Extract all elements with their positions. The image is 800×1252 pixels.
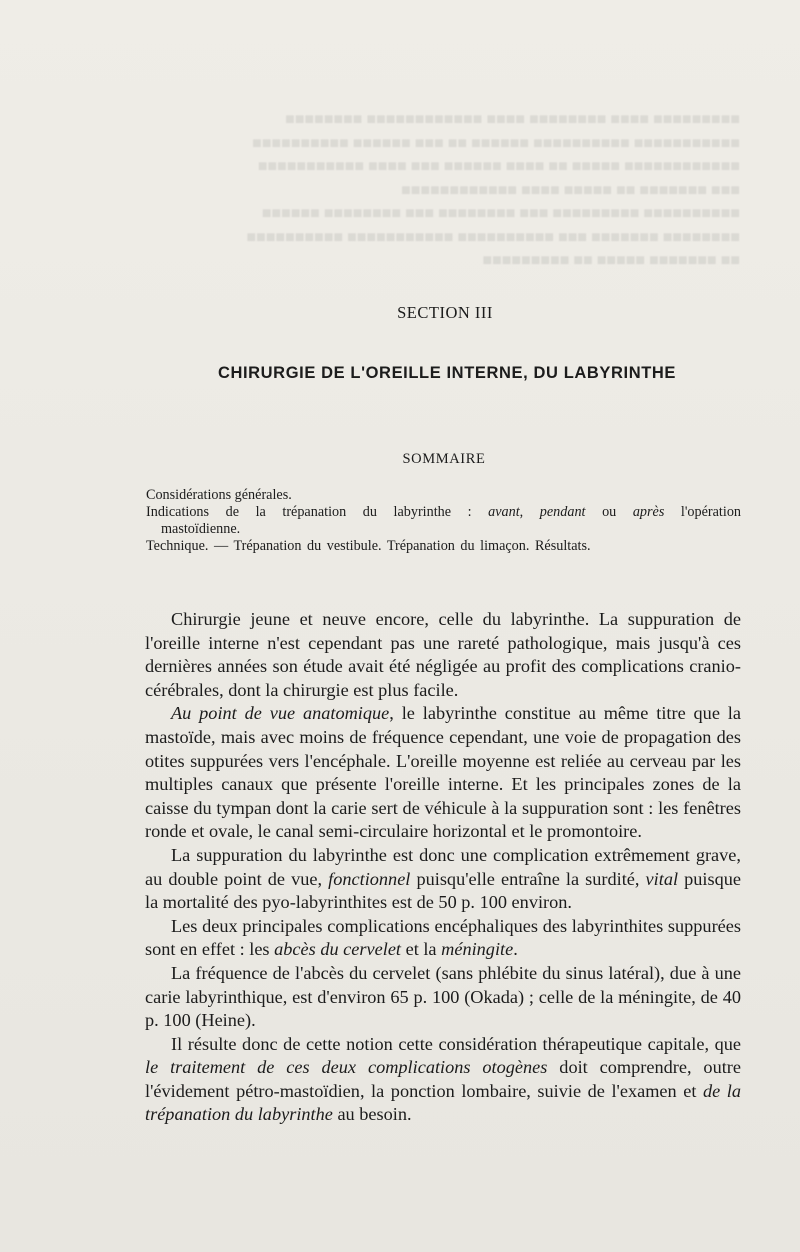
paragraph-text: La suppuration du labyrinthe est donc une complication extrêmement grave, au double point de vue, [145,844,741,889]
paragraph-6 [145,1033,741,1127]
emphasis: fonctionnel [328,868,411,889]
sommaire-item-indications-cont: mastoïdienne. [161,521,241,537]
emphasis: abcès du cervelet [274,939,402,960]
paragraph-text: et la [401,939,442,960]
emphasis: méningite [441,939,514,960]
sommaire-item-technique: Technique. — Trépanation du vestibule. Trépanation du limaçon. Résultats. [146,538,591,554]
paragraph-3 [145,844,741,915]
sommaire-item-indications [146,504,741,521]
sommaire-emphasis: après [632,504,665,520]
emphasis: de la trépanation du labyrinthe [145,1080,741,1125]
paragraph-text: doit comprendre, outre l'évidement pétro-mastoïdien, la ponction lombaire, suivie de l'examen et [145,1057,741,1101]
paragraph-text: . [513,939,518,960]
paragraph-1: Chirurgie jeune et neuve encore, celle du labyrinthe. La suppuration de l'oreille interne n'est cependant pas une rareté pathologique, mais jusqu'à ces dernières années son étude avait été négligée au profit des complications cranio-cérébrales, dont la chirurgie est plus facile. [145,609,741,700]
sommaire-emphasis: avant [488,504,520,520]
body-text [145,608,741,1127]
paragraph-text: puisqu'elle entraîne la surdité, [410,868,646,889]
paragraph-5: La fréquence de l'abcès du cervelet (sans phlébite du sinus latéral), due à une carie labyrinthique, est d'environ 65 p. 100 (Okada) ; celle de la méningite, de 40 p. 100 (Heine). [145,962,741,1031]
section-label: SECTION III [397,303,493,322]
sommaire-item-considerations: Considérations générales. [146,487,292,503]
paragraph-text: Les deux principales complications encéphaliques des labyrinthites suppurées sont en effet : les [145,915,741,960]
chapter-title: CHIRURGIE DE L'OREILLE INTERNE, DU LABYRINTHE [217,364,677,382]
sommaire-text: l'opération [664,504,742,520]
emphasis: vital [645,868,679,889]
show-through-text: ■■■■■■■■■ ■■■■ ■■■■■■■■ ■■■■ ■■■■■■■■■■■■ ■■■■■■■■ ■■■■■■■■■■■ ■■■■■■■■■■ ■■■■■■ ■■ ■■■ ■■■■■■ ■■■■■■■■■■ ■■■■■■■■■■■■ ■■■■■ ■■ ■■■■ ■■■■■■ ■■■ ■■■■ ■■■■■■■■■■■ ■■■ ■■■■■■■ ■■ ■■■■■ ■■■■ ■■■■■■■■■■■■ ■■■■■■■■■■ ■■■■■■■■■ ■■■ ■■■■■■■■ ■■■ ■■■■■■■■ ■■■■■■ ■■■■■■■■ ■■■■■■■ ■■■ ■■■■■■■■■■ ■■■■■■■■■■■ ■■■■■■■■■■ ■■ ■■■■■■■ ■■■■■ ■■ ■■■■■■■■■ [246,111,740,269]
sommaire-text: , [519,504,540,520]
paragraph-text: puisque la mortalité des pyo-labyrinthites est de 50 p. 100 environ. [145,868,741,913]
paragraph-text: , le labyrinthe constitue au même titre que la mastoïde, mais avec moins de fréquence cependant, une voie de propagation des otites suppurées vers l'encéphale. L'oreille moyenne est reliée au cerveau par les multiples canaux que présente l'oreille interne. Et les principales zones de la caisse du tympan dont la carie sert de véhicule à la suppuration sont : les fenêtres ronde et ovale, le canal semi-circulaire horizontal et le promontoire. [145,703,741,842]
paragraph-text: Il résulte donc de cette notion cette considération thérapeutique capitale, que [171,1033,741,1054]
sommaire-list [146,487,741,555]
emphasis: Au point de vue anatomique [171,703,390,724]
paragraph-4 [145,915,741,962]
sommaire-heading: SOMMAIRE [402,451,486,467]
sommaire-emphasis: pendant [539,504,586,520]
sommaire-text: Indications de la trépanation du labyrinthe : [146,504,489,520]
emphasis: le traitement de ces deux complications otogènes [145,1057,548,1078]
paragraph-2 [145,702,741,844]
sommaire-text: ou [585,504,633,520]
paragraph-text: au besoin. [332,1104,412,1125]
